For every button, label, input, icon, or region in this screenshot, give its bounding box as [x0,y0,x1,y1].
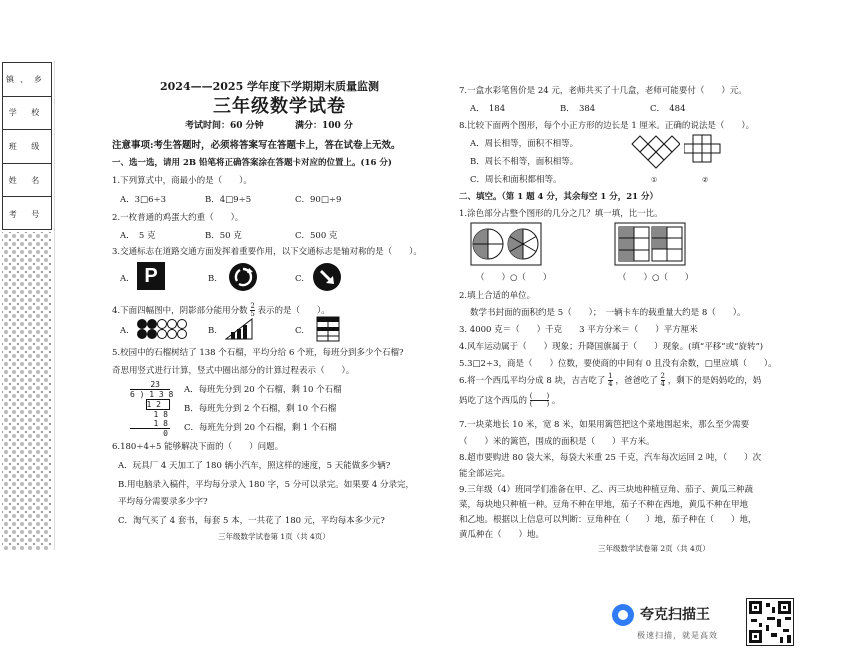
question-4 [112,303,330,318]
q8-option-a: A．周长相等，面积不相等。 [470,139,579,149]
fill-question-7-cont: （ ）米的篱笆，围成的面积是（ ）平方米。 [459,437,655,447]
section-2-heading: 二、填空。（第 1 题 4 分，其余每空 1 分，21 分） [459,192,659,202]
quark-scan-logo-icon [612,604,634,626]
q4-option-a-label: A. [120,326,129,336]
exam-notice: 注意事项:考生答题时，必须将答案写在答题卡上，答在试卷上无效。 [112,140,401,151]
binding-line [54,60,55,550]
fill-question-6 [459,373,761,388]
grid-rectangle-figure-icon [316,316,340,342]
sidebar-name: 姓 名 [3,164,51,198]
f6-text-f: 。 [551,396,561,406]
page-number-2: 三年级数学试卷第 2页（共 4页） [598,544,710,553]
scanner-brand-name: 夸克扫描王 [640,607,710,623]
fill-q1-blanks-right: （ ）○（ ） [618,273,694,283]
fill-question-2: 2.填上合适的单位。 [459,291,536,301]
question-3: 3.交通标志在道路交通方面发挥着重要作用，以下交通标志是轴对称的是（ ）。 [112,247,422,257]
student-info-box [2,62,52,230]
q4-option-c-label: C. [295,326,304,336]
q5-long-division [130,380,174,438]
shape-1-figure-icon [630,134,680,178]
q2-option-b: B．50 克 [205,231,242,241]
q8-option-c: C．周长和面积都相等。 [470,175,562,185]
fill-question-4: 4.风车运动属于（ ）现象；升降国旗属于（ ）现象。(填“平移”或“旋转”) [459,342,764,352]
q5-remainder: 0 [163,429,168,438]
sidebar-id: 考 号 [8,209,46,219]
f6-fraction-1-numerator: 1 [608,372,613,380]
f6-text-a: 6.将一个西瓜平均分成 8 块，吉吉吃了 [459,376,606,386]
fill-question-7: 7.一块菜地长 10 米，宽 8 米，如果用篱笆把这个菜地围起来，那么至少需要 [459,420,750,430]
question-5-sub: 奇思用竖式进行计算，竖式中圈出部分的计算过程表示（ ）。 [112,366,355,376]
fill-question-8: 8.超市要购进 80 袋大米，每袋大米重 25 千克，汽车每次运回 2 吨，（ ）次 [459,453,762,463]
q5-step-4: 1 8 [130,419,170,429]
q4-fraction [250,303,254,318]
q6-option-b-line2: 平均每分需要录多少字? [118,497,208,507]
q4-text-end: 表示的是（ ）。 [257,306,330,316]
shape-2-figure-icon [684,134,730,178]
f6-fraction-2-denominator: 4 [660,380,665,388]
staircase-triangle-figure-icon [225,318,253,340]
question-8: 8.比较下面两个图形，每个小正方形的边长是 1 厘米。正确的说法是（ ）。 [459,121,755,131]
sidebar-town: 镇、乡 [3,63,51,97]
page-title: 三年级数学试卷 [213,96,346,117]
q5-step-3: 1 8 [153,410,168,419]
q6-option-c: C．淘气买了 4 套书，每套 5 本，一共花了 180 元，平均每本多少元? [118,516,385,526]
section-1-heading: 一、选一选，请用 2B 铅笔将正确答案涂在答题卡对应的位置上。(16 分) [112,158,392,168]
fill-question-1: 1.涂色部分占整个图形的几分之几？填一填，比一比。 [459,209,663,219]
exam-header-year: 2024——2025 学年度下学期期末质量监测 [160,80,380,93]
f6-fraction-1-denominator: 4 [608,380,613,388]
q5-option-c: C．每班先分到 20 个石榴，剩 1 个石榴 [184,423,337,433]
f6-fraction-1 [608,373,612,388]
q1-option-a: A．3□6÷3 [120,195,167,205]
fill-question-5: 5.3□2÷3，商是（ ）位数，要使商的中间有 0 且没有余数，□里应填（ ）。 [459,359,777,369]
sidebar-school: 学 校 [3,97,51,131]
q7-option-a: A． 184 [470,104,506,114]
f6-text-b: ，爸爸吃了 [615,376,658,386]
exam-score: 满分：100 分 [295,121,353,131]
decorative-border-pattern [2,232,52,550]
q3-option-a-label: A. [120,274,129,284]
shape-2-label: ② [702,176,709,184]
direction-arrow-sign-icon [312,262,342,292]
question-6: 6.180÷4÷5 能够解决下面的（ ）问题。 [112,442,284,452]
f6-answer-numerator: ( ) [529,392,550,400]
f6-text-e: 妈吃了这个西瓜的 [459,396,528,406]
q4-fraction-denominator: 5 [250,310,255,318]
q5-option-b: B．每班先分到 2 个石榴，剩 10 个石榴 [184,404,337,414]
fill-question-9: 9.三年级（4）班同学们准备在甲、乙、丙三块地种植豆角、茄子、黄瓜三种蔬 [459,485,754,495]
fill-q2-blanks: 数学书封面的面积约是 5（ ）； 一辆卡车的载重量大约是 8（ ）。 [470,308,746,318]
grid-figures-icon [614,222,686,266]
scanner-slogan: 极速扫描，就是高效 [637,631,718,640]
question-1: 1.下列算式中，商最小的是（ ）。 [112,176,252,186]
f6-fraction-2 [661,373,665,388]
fill-question-3: 3. 4000 克＝（ ）千克 3 平方分米＝（ ）平方厘米 [459,325,698,335]
f6-answer-denominator: ( ) [529,400,550,408]
q3-option-c-label: C. [295,274,304,284]
fill-question-9-line2: 菜，每块地只种植一种。豆角不种在甲地，茄子不种在西地，黄瓜不种在甲地 [459,500,749,510]
roundabout-sign-icon [228,262,258,292]
shape-1-label: ① [651,176,658,184]
q1-option-b: B．4□9÷5 [205,195,252,205]
fill-question-9-line4: 黄瓜种在（ ）地。 [459,530,545,540]
q5-quotient: 23 [150,380,160,389]
q1-option-c: C．90□÷9 [295,195,342,205]
question-5: 5.校园中的石榴树结了 138 个石榴，平均分给 6 个班，每班分到多少个石榴? [112,348,404,358]
q2-option-c: C．500 克 [295,231,338,241]
q5-circled-step: 1 2 [146,399,170,410]
sidebar-class: 班 级 [3,130,51,164]
parking-sign-icon: P [137,262,165,290]
q2-option-a: A． 5 克 [120,231,156,241]
q4-fraction-numerator: 2 [250,302,255,310]
q4-text: 4.下面四幅图中，阴影部分能用分数 [112,306,248,316]
question-7: 7.一盒水彩笔售价是 24 元，老师共买了十几盒，老师可能要付（ ）元。 [459,86,747,96]
pie-figures-icon [470,222,542,266]
q7-option-b: B． 384 [560,104,596,114]
q4-option-b-label: B. [208,326,217,336]
q8-option-b: B．周长不相等，面积相等。 [470,157,579,167]
circles-figure-icon [136,318,190,340]
q6-option-a: A．玩具厂 4 天加工了 180 辆小汽车，照这样的速度，5 天能做多少辆? [118,461,391,471]
q5-option-a: A．每班先分到 20 个石榴，剩 10 个石榴 [184,385,342,395]
f6-fraction-2-numerator: 2 [660,372,665,380]
q3-option-b-label: B. [208,274,217,284]
f6-answer-fraction [530,393,549,408]
question-2: 2.一枚普通的鸡蛋大约重（ ）。 [112,213,244,223]
q7-option-c: C． 484 [650,104,686,114]
exam-time: 考试时间：60 分钟 [185,121,264,131]
fill-question-8-cont: 能全部运完。 [459,469,511,479]
fill-question-6-cont [459,393,560,408]
fill-q1-blanks-left: （ ）○（ ） [476,273,552,283]
q6-option-b-line1: B.用电脑录入稿件，平均每分录入 180 字，5 分可以录完。如果要 4 分录完， [118,480,415,490]
qr-code-icon [746,598,794,646]
q5-dividend: 6 ) 1 3 8 [130,390,174,399]
fill-question-9-line3: 和乙地。根据以上信息可以判断：豆角种在（ ）地，茄子种在（ ）地， [459,515,757,525]
page-number-1: 三年级数学试卷第 1页（共 4页） [218,532,330,541]
f6-text-c: ，剩下的是妈妈吃的，妈 [667,376,762,386]
